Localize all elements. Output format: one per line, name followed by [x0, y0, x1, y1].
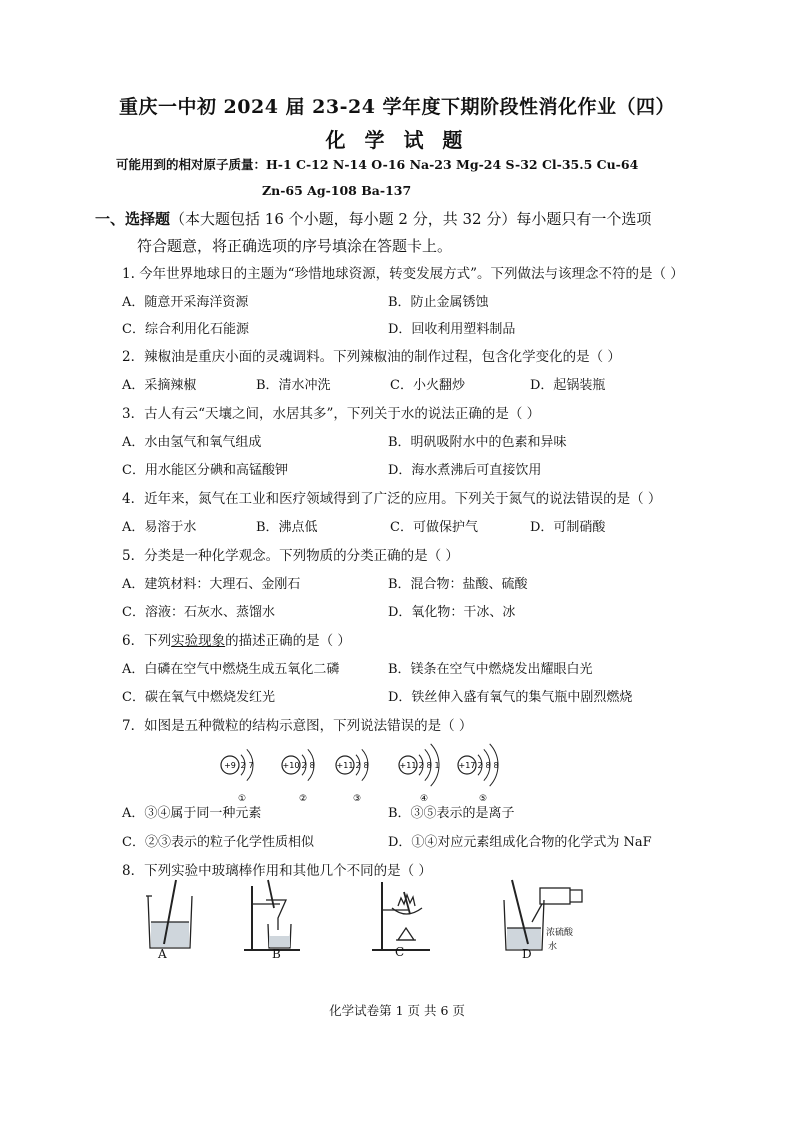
atom-index-label: ② [298, 794, 308, 804]
question-6-option-a: A．白磷在空气中燃烧生成五氧化二磷 [122, 662, 340, 677]
question-1-option-d: D．回收利用塑料制品 [388, 322, 516, 337]
question-2-option-c: C．小火翻炒 [390, 378, 465, 393]
atomic-masses-line2: Zn-65 Ag-108 Ba-137 [262, 183, 412, 198]
shell-electron-count: 8 [485, 761, 491, 770]
shell-electron-count: 1 [434, 761, 440, 770]
question-6-option-b: B．镁条在空气中燃烧发出耀眼白光 [388, 662, 593, 677]
question-2-stem: 2．辣椒油是重庆小面的灵魂调料。下列辣椒油的制作过程，包含化学变化的是（ ） [122, 349, 621, 365]
apparatus-d-dilution [504, 880, 582, 950]
question-2-option-d: D．起锅装瓶 [530, 378, 606, 393]
shell-electron-count: 2 [240, 761, 246, 770]
question-2-option-b: B．清水冲洗 [256, 378, 331, 393]
shell-electron-count: 8 [309, 761, 315, 770]
apparatus-label-c: C [395, 945, 405, 959]
atom-diagram-3 [336, 749, 369, 804]
shell-electron-count: 8 [426, 761, 432, 770]
atom-structure-diagrams [215, 735, 515, 805]
shell-electron-count: 8 [363, 761, 369, 770]
question-3-option-d: D．海水煮沸后可直接饮用 [388, 463, 542, 478]
atom-index-label: ① [237, 794, 247, 804]
question-4-stem: 4．近年来，氮气在工业和医疗领域得到了广泛的应用。下列关于氮气的说法错误的是（ ） [122, 491, 662, 507]
question-1-stem: 1. 今年世界地球日的主题为“珍惜地球资源，转变发展方式”。下列做法与该理念不符的是（ ） [122, 266, 684, 282]
question-5-option-b: B．混合物：盐酸、硫酸 [388, 577, 528, 592]
question-5-option-d: D．氧化物：干冰、冰 [388, 605, 516, 620]
question-5-stem: 5．分类是一种化学观念。下列物质的分类正确的是（ ） [122, 548, 459, 564]
question-3-option-b: B．明矾吸附水中的色素和异味 [388, 435, 567, 450]
nucleus-charge: +10 [282, 761, 300, 770]
atom-index-label: ④ [419, 794, 429, 804]
shell-electron-count: 8 [493, 761, 499, 770]
atomic-masses-line1: 可能用到的相对原子质量：H-1 C-12 N-14 O-16 Na-23 Mg-24 S-32 Cl-35.5 Cu-64 [116, 157, 639, 172]
exam-subtitle: 化 学 试 题 [325, 128, 469, 152]
shell-electron-count: 2 [418, 761, 424, 770]
question-1-option-b: B．防止金属锈蚀 [388, 295, 489, 310]
apparatus-b-filtration [244, 880, 300, 950]
exam-title: 重庆一中初 2024 届 23-24 学年度下期阶段性消化作业（四） [118, 96, 676, 118]
apparatus-label-d: D [522, 947, 532, 961]
question-7-stem: 7．如图是五种微粒的结构示意图，下列说法错误的是（ ） [122, 718, 473, 734]
shell-electron-count: 2 [301, 761, 307, 770]
shell-electron-count: 2 [355, 761, 361, 770]
shell-electron-count: 2 [477, 761, 483, 770]
nucleus-charge: +17 [458, 761, 476, 770]
question-4-option-b: B．沸点低 [256, 520, 318, 535]
question-7-option-b: B．③⑤表示的是离子 [388, 806, 515, 821]
apparatus-a-beaker-stirring [146, 880, 192, 948]
question-5-option-a: A．建筑材料：大理石、金刚石 [122, 577, 301, 592]
section-instructions-2: 符合题意，将正确选项的序号填涂在答题卡上。 [137, 237, 453, 255]
nucleus-charge: +9 [224, 761, 236, 770]
page-footer: 化学试卷第 1 页 共 6 页 [329, 1003, 465, 1018]
underlined-phrase: 实验现象 [171, 633, 226, 649]
question-8-stem: 8．下列实验中玻璃棒作用和其他几个不同的是（ ） [122, 863, 432, 879]
atom-diagram-2 [282, 749, 315, 804]
question-6-option-c: C．碳在氧气中燃烧发红光 [122, 690, 275, 705]
atom-diagram-4 [399, 744, 440, 804]
section-instructions: （本大题包括 16 个小题，每小题 2 分，共 32 分）每小题只有一个选项 [170, 210, 652, 228]
question-1-option-c: C．综合利用化石能源 [122, 322, 249, 337]
question-7-option-c: C．②③表示的粒子化学性质相似 [122, 835, 314, 850]
apparatus-c-evaporation [372, 882, 430, 950]
question-5-option-c: C．溶液：石灰水、蒸馏水 [122, 605, 275, 620]
atom-index-label: ⑤ [478, 794, 488, 804]
question-2-option-a: A．采摘辣椒 [122, 378, 197, 393]
nucleus-charge: +11 [336, 761, 354, 770]
question-4-option-d: D．可制硝酸 [530, 520, 606, 535]
apparatus-d-acid-label: 浓硫酸 [546, 928, 574, 938]
question-3-option-a: A．水由氢气和氧气组成 [122, 435, 262, 450]
question-6-option-d: D．铁丝伸入盛有氧气的集气瓶中剧烈燃烧 [388, 690, 633, 705]
question-4-option-a: A．易溶于水 [122, 520, 197, 535]
question-6-stem: 6．下列实验现象的描述正确的是（ ） [122, 633, 351, 649]
shell-electron-count: 7 [248, 761, 254, 770]
nucleus-charge: +11 [399, 761, 417, 770]
atom-diagram-1 [221, 749, 254, 804]
atom-diagram-5 [458, 744, 499, 804]
apparatus-d-water-label: 水 [548, 942, 558, 952]
question-7-option-a: A．③④属于同一种元素 [122, 806, 262, 821]
section-heading [95, 208, 651, 229]
question-4-option-c: C．可做保护气 [390, 520, 478, 535]
question-3-stem: 3．古人有云“天壤之间，水居其多”，下列关于水的说法正确的是（ ） [122, 406, 541, 422]
apparatus-label-a: A [158, 947, 167, 961]
question-7-option-d: D．①④对应元素组成化合物的化学式为 NaF [388, 835, 652, 850]
atom-index-label: ③ [352, 794, 362, 804]
section-label: 一、选择题 [95, 210, 171, 228]
question-3-option-c: C．用水能区分碘和高锰酸钾 [122, 463, 288, 478]
apparatus-label-b: B [272, 947, 281, 961]
question-1-option-a: A．随意开采海洋资源 [122, 295, 249, 310]
